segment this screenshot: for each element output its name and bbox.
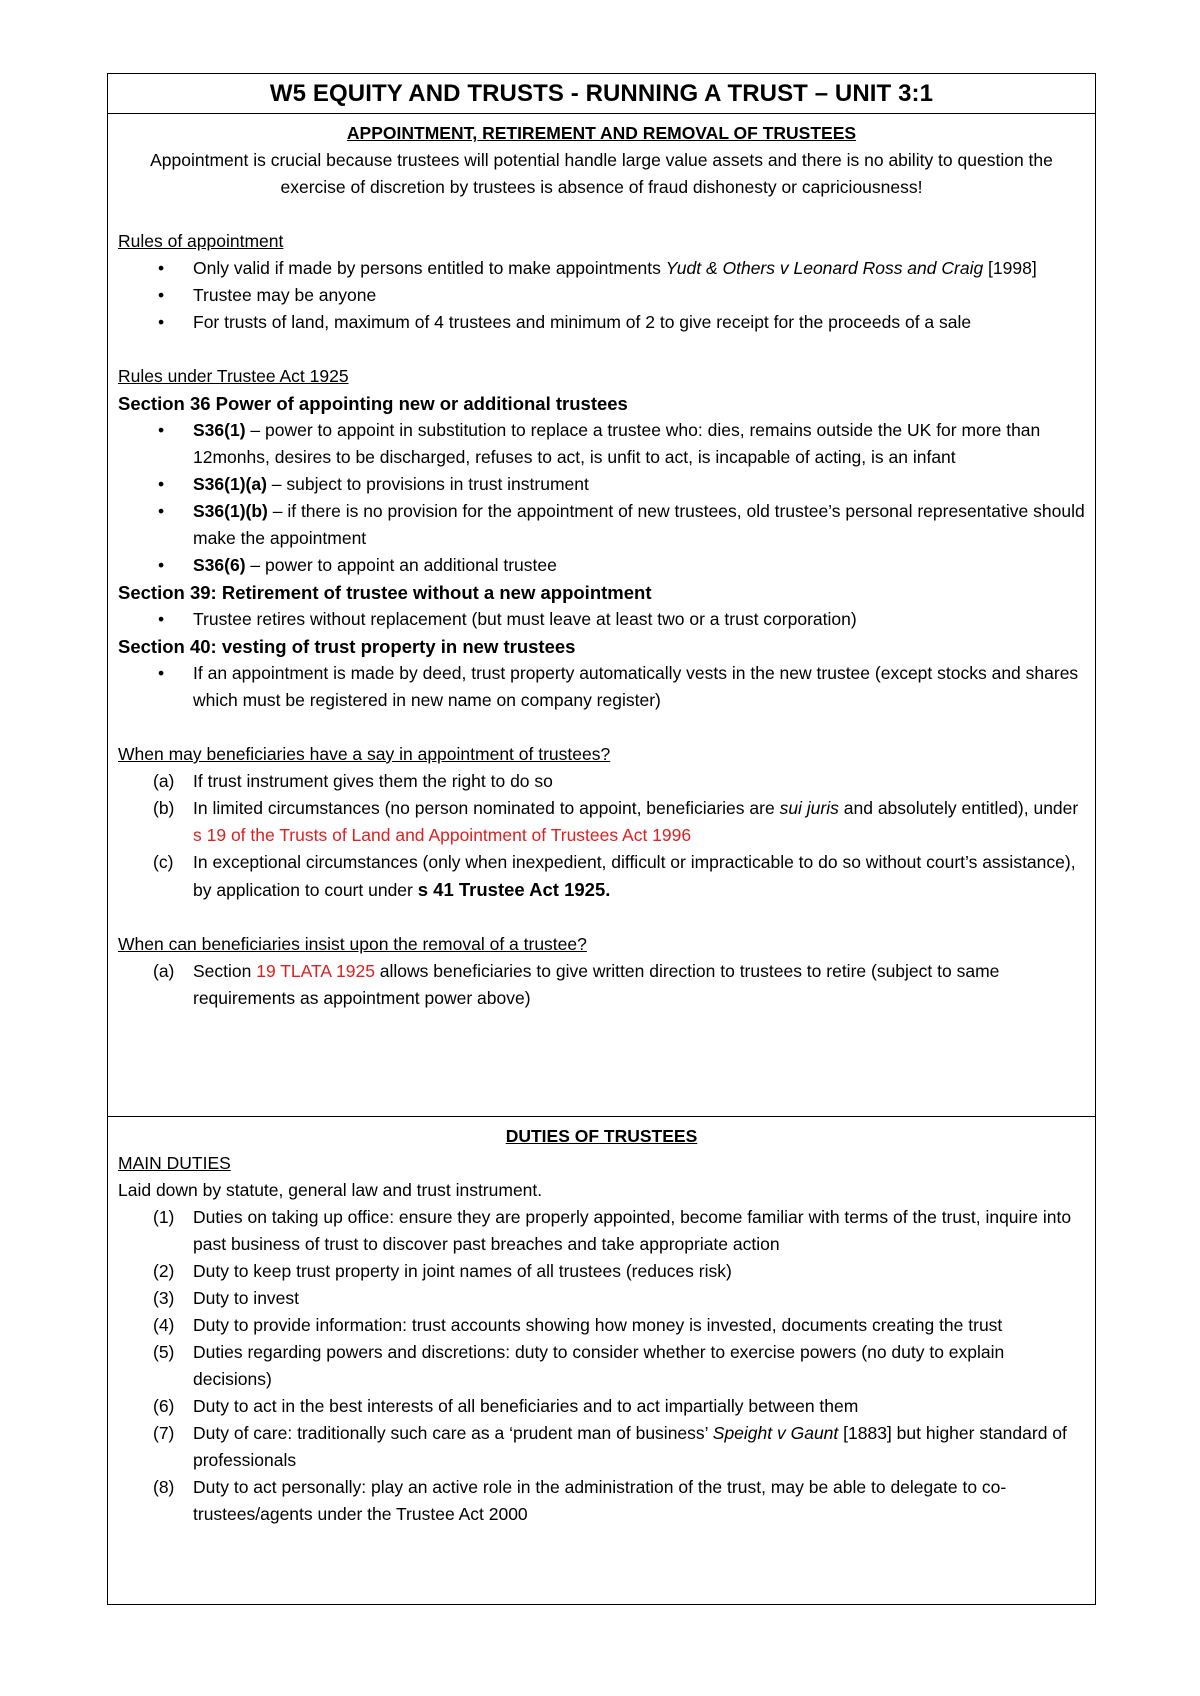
- list-item: (b) In limited circumstances (no person nominated to appoint, beneficiaries are sui juris and absolutely entitled), under s 19 of the Trusts of Land and Appointment of Trustees Act 1996: [153, 798, 1079, 845]
- list-item: (7) Duty of care: traditionally such care as a ‘prudent man of business’ Speight v Gaunt [1883] but higher standard of professionals: [153, 1423, 1067, 1470]
- list-item: • S36(1) – power to appoint in substitution to replace a trustee who: dies, remains outside the UK for more than 12monhs, desires to be discharged, refuses to act, is unfit to act, is incapable of acting, is an infant: [118, 417, 1085, 471]
- appointment-section: [108, 114, 1095, 1117]
- list-item: (a) Section 19 TLATA 1925 allows beneficiaries to give written direction to trustees to retire (subject to same requirements as appointment power above): [153, 961, 1000, 1008]
- removal-list: [118, 958, 1085, 1012]
- bullet-icon: •: [158, 609, 165, 629]
- document-table: [107, 73, 1096, 1605]
- list-item: (2) Duty to keep trust property in joint names of all trustees (reduces risk): [153, 1261, 732, 1281]
- duties-list: [118, 1204, 1085, 1528]
- bullet-icon: •: [158, 555, 165, 575]
- s36-list: [118, 417, 1085, 579]
- s39-list: [118, 606, 1085, 633]
- beneficiary-say-list: [118, 768, 1085, 904]
- bullet-icon: •: [158, 474, 165, 494]
- list-item: (3) Duty to invest: [153, 1288, 300, 1308]
- list-item: • Trustee retires without replacement (but must leave at least two or a trust corporation): [118, 606, 1085, 633]
- list-item: • S36(1)(a) – subject to provisions in trust instrument: [118, 471, 1085, 498]
- main-duties-heading: MAIN DUTIES: [118, 1153, 231, 1173]
- s40-heading: Section 40: vesting of trust property in new trustees: [118, 636, 576, 657]
- statute-reference: 19 TLATA 1925: [256, 961, 375, 981]
- bullet-icon: •: [158, 312, 165, 332]
- removal-heading: When can beneficiaries insist upon the removal of a trustee?: [118, 934, 587, 954]
- rules-list: [118, 255, 1085, 336]
- statute-reference: s 19 of the Trusts of Land and Appointment of Trustees Act 1996: [193, 825, 692, 845]
- bullet-icon: •: [158, 501, 165, 521]
- list-item: (a) If trust instrument gives them the right to do so: [153, 771, 553, 791]
- beneficiary-say-heading: When may beneficiaries have a say in appointment of trustees?: [118, 744, 611, 764]
- list-item: • Only valid if made by persons entitled to make appointments Yudt & Others v Leonard Ross and Craig [1998]: [118, 255, 1085, 282]
- duties-intro: Laid down by statute, general law and trust instrument.: [118, 1180, 543, 1200]
- rules-heading: Rules of appointment: [118, 231, 284, 251]
- act-heading: Rules under Trustee Act 1925: [118, 366, 349, 386]
- list-item: • If an appointment is made by deed, trust property automatically vests in the new trustee (except stocks and shares which must be registered in new name on company register): [118, 660, 1085, 714]
- appointment-intro: Appointment is crucial because trustees will potential handle large value assets and there is no ability to question the exercise of discretion by trustees is absence of fraud dishonesty or capriciousness!: [150, 150, 1053, 197]
- bullet-icon: •: [158, 258, 165, 278]
- title-row: [108, 74, 1095, 114]
- list-item: • S36(1)(b) – if there is no provision for the appointment of new trustees, old trustee’s personal representative should make the appointment: [118, 498, 1085, 552]
- list-item: • Trustee may be anyone: [118, 282, 1085, 309]
- list-item: (4) Duty to provide information: trust accounts showing how money is invested, documents creating the trust: [153, 1315, 1003, 1335]
- bullet-icon: •: [158, 663, 165, 683]
- bullet-icon: •: [158, 285, 165, 305]
- list-item: (6) Duty to act in the best interests of all beneficiaries and to act impartially between them: [153, 1396, 859, 1416]
- list-item: • S36(6) – power to appoint an additional trustee: [118, 552, 1085, 579]
- s36-heading: Section 36 Power of appointing new or additional trustees: [118, 393, 628, 414]
- duties-heading: DUTIES OF TRUSTEES: [505, 1126, 698, 1146]
- list-item: (5) Duties regarding powers and discretions: duty to consider whether to exercise powers (no duty to explain decisions): [153, 1342, 1005, 1389]
- list-item: (8) Duty to act personally: play an active role in the administration of the trust, may be able to delegate to co-trustees/agents under the Trustee Act 2000: [153, 1477, 1007, 1524]
- duties-section: [108, 1117, 1095, 1528]
- document-title: W5 EQUITY AND TRUSTS - RUNNING A TRUST – UNIT 3:1: [269, 79, 934, 107]
- list-item: (c) In exceptional circumstances (only when inexpedient, difficult or impracticable to do so without court’s assistance), by application to court under s 41 Trustee Act 1925.: [153, 852, 1076, 900]
- bullet-icon: •: [158, 420, 165, 440]
- list-item: (1) Duties on taking up office: ensure they are properly appointed, become familiar with terms of the trust, inquire into past business of trust to discover past breaches and take appropriate action: [153, 1207, 1072, 1254]
- list-item: • For trusts of land, maximum of 4 trustees and minimum of 2 to give receipt for the proceeds of a sale: [118, 309, 1085, 336]
- s40-list: [118, 660, 1085, 714]
- s39-heading: Section 39: Retirement of trustee without a new appointment: [118, 582, 652, 603]
- appointment-heading: APPOINTMENT, RETIREMENT AND REMOVAL OF TRUSTEES: [346, 123, 857, 143]
